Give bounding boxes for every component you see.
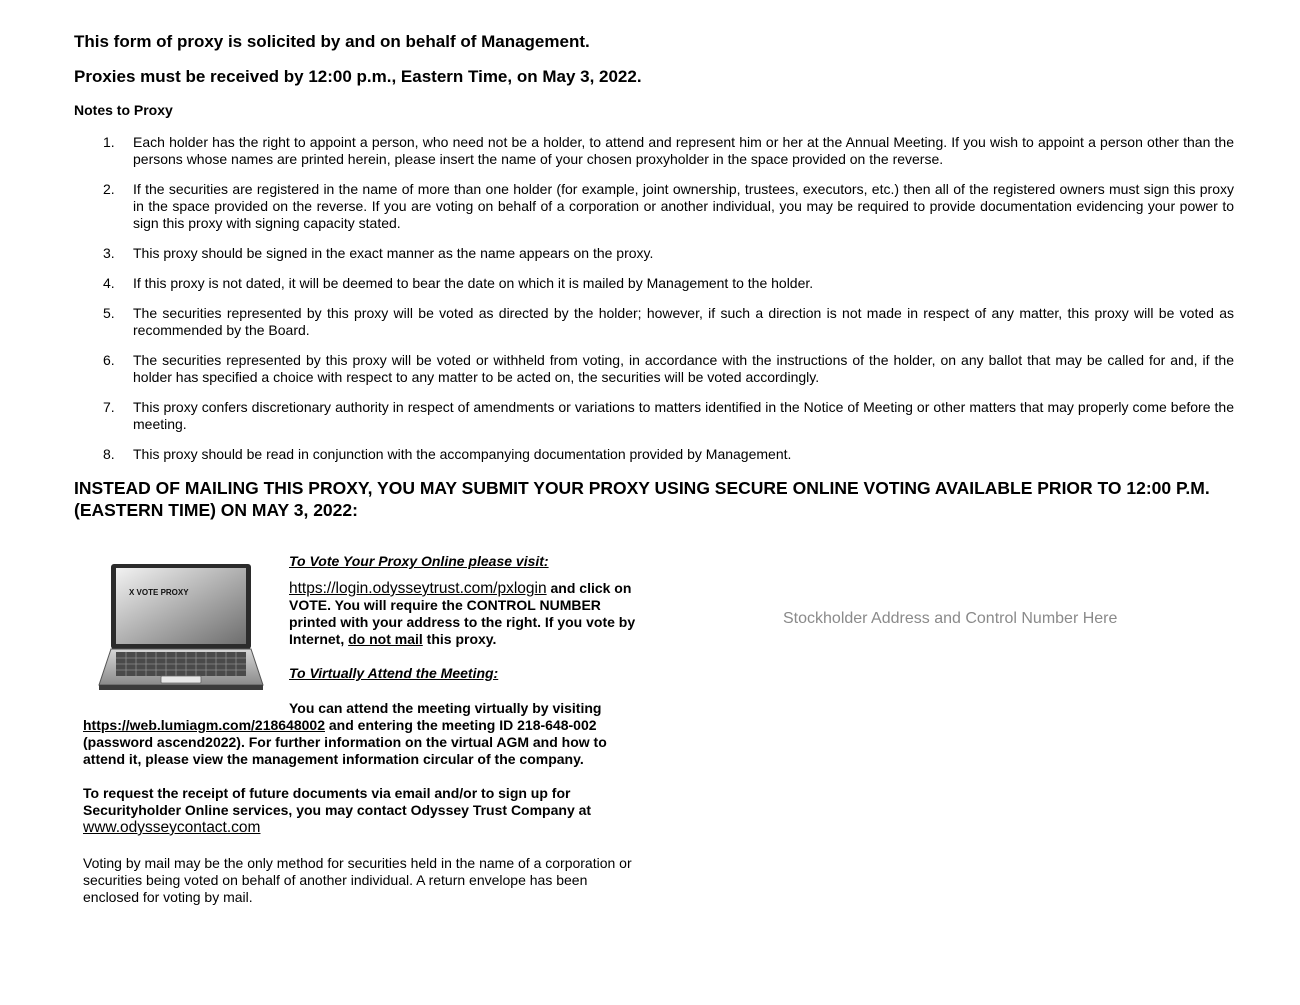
- vote-online-line4-post: this proxy.: [422, 631, 497, 647]
- mail-note-line2: securities being voted on behalf of another individual. A return envelope has been: [83, 872, 588, 888]
- list-item: [103, 245, 1234, 262]
- do-not-mail-text: do not mail: [348, 631, 423, 647]
- laptop-screen-text: X VOTE PROXY: [129, 588, 189, 597]
- virtual-attend-title: To Virtually Attend the Meeting:: [289, 665, 499, 681]
- online-voting-heading: INSTEAD OF MAILING THIS PROXY, YOU MAY SUBMIT YOUR PROXY USING SECURE ONLINE VOTING AVAILABLE PRIOR TO 12:00 P.M. (EASTERN TIME) ON MAY 3, 2022:: [74, 478, 1210, 520]
- virtual-meeting-link[interactable]: https://web.lumiagm.com/218648002: [83, 717, 325, 733]
- vote-online-instructions: [289, 580, 669, 648]
- laptop-illustration: [98, 562, 264, 692]
- note-text: If this proxy is not dated, it will be deemed to bear the date on which it is mailed by Management to the holder.: [133, 275, 814, 291]
- laptop-icon: [98, 562, 264, 692]
- odyssey-contact-link[interactable]: www.odysseycontact.com: [83, 819, 261, 836]
- header-deadline: Proxies must be received by 12:00 p.m., Eastern Time, on May 3, 2022.: [74, 67, 642, 86]
- virtual-attend-line4: attend it, please view the management information circular of the company.: [83, 751, 584, 767]
- notes-title: Notes to Proxy: [74, 102, 173, 118]
- vote-online-title: To Vote Your Proxy Online please visit:: [289, 553, 549, 569]
- list-item: [103, 446, 1234, 463]
- vote-online-line4-pre: Internet,: [289, 631, 349, 647]
- vote-online-after-url: and click on: [546, 580, 632, 596]
- note-text: The securities represented by this proxy will be voted as directed by the holder; however, if such a direction is not made in respect of any matter, this proxy will be voted as recommended by the Board.: [133, 305, 1234, 338]
- mail-note-line1: Voting by mail may be the only method for securities held in the name of a corporation or: [83, 855, 632, 871]
- note-number: 6.: [103, 352, 115, 368]
- note-text: This proxy should be read in conjunction with the accompanying documentation provided by Management.: [133, 446, 792, 462]
- note-text: Each holder has the right to appoint a person, who need not be a holder, to attend and represent him or her at the Annual Meeting. If you wish to appoint a person other than the persons whose names are printed herein, please insert the name of your chosen proxyholder in the space provided on the reverse.: [133, 134, 1234, 167]
- note-number: 3.: [103, 245, 115, 261]
- virtual-attend-line2-post: and entering the meeting ID 218-648-002: [324, 717, 597, 733]
- note-text: This proxy confers discretionary authority in respect of amendments or variations to matters identified in the Notice of Meeting or other matters that may properly come before the meeting.: [133, 399, 1234, 432]
- stockholder-address-placeholder: Stockholder Address and Control Number Here: [783, 610, 1118, 627]
- future-docs-line1: To request the receipt of future documents via email and/or to sign up for: [83, 785, 571, 801]
- virtual-attend-line2: [83, 717, 597, 734]
- note-text: The securities represented by this proxy will be voted or withheld from voting, in accordance with the instructions of the holder, on any ballot that may be called for and, if the holder has specified a choice with respect to any matter to be acted on, the securities will be voted accordingly.: [133, 352, 1234, 385]
- virtual-attend-line1: You can attend the meeting virtually by visiting: [289, 700, 602, 716]
- note-number: 1.: [103, 134, 115, 150]
- note-text: This proxy should be signed in the exact manner as the name appears on the proxy.: [133, 245, 654, 261]
- note-text: If the securities are registered in the name of more than one holder (for example, joint ownership, trustees, executors, etc.) then all of the registered owners must sign this proxy in the space provided on the reverse. If you are voting on behalf of a corporation or another individual, you may be required to provide documentation evidencing your power to sign this proxy with signing capacity stated.: [133, 181, 1234, 231]
- mail-note-line3: enclosed for voting by mail.: [83, 889, 253, 905]
- note-number: 8.: [103, 446, 115, 462]
- note-number: 2.: [103, 181, 115, 197]
- header-solicited: This form of proxy is solicited by and on behalf of Management.: [74, 32, 590, 51]
- note-number: 7.: [103, 399, 115, 415]
- vote-online-link[interactable]: https://login.odysseytrust.com/pxlogin: [289, 580, 547, 597]
- list-item: [103, 399, 1234, 433]
- vote-online-line3: printed with your address to the right. If you vote by: [289, 614, 636, 630]
- future-docs-line2: Securityholder Online services, you may contact Odyssey Trust Company at: [83, 802, 592, 818]
- list-item: [103, 275, 1234, 292]
- list-item: [103, 134, 1234, 168]
- list-item: [103, 181, 1234, 232]
- list-item: [103, 305, 1234, 339]
- list-item: [103, 352, 1234, 386]
- note-number: 5.: [103, 305, 115, 321]
- vote-online-line2: VOTE. You will require the CONTROL NUMBER: [289, 597, 601, 613]
- note-number: 4.: [103, 275, 115, 291]
- virtual-attend-line3: (password ascend2022). For further information on the virtual AGM and how to: [83, 734, 607, 750]
